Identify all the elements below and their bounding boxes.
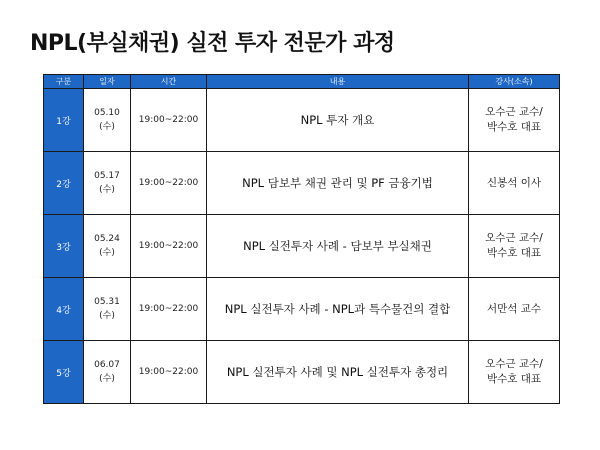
session-instructor bbox=[469, 152, 560, 215]
session-topic: NPL 실전투자 사례 - 담보부 부실채권 bbox=[207, 215, 469, 278]
session-topic: NPL 실전투자 사례 - NPL과 특수물건의 결합 bbox=[207, 278, 469, 341]
session-date: 05.10 bbox=[94, 108, 120, 118]
session-date: 06.07 bbox=[94, 360, 120, 370]
column-header-time: 시간 bbox=[131, 75, 207, 89]
session-number: 2강 bbox=[44, 152, 84, 215]
course-schedule-table bbox=[43, 74, 560, 404]
session-weekday: (수) bbox=[99, 374, 115, 384]
column-header-instructor: 강사(소속) bbox=[469, 75, 560, 89]
page-title: NPL(부실채권) 실전 투자 전문가 과정 bbox=[30, 31, 395, 56]
session-date-cell bbox=[84, 341, 131, 404]
session-instructor bbox=[469, 341, 560, 404]
table-row bbox=[44, 215, 560, 278]
instructor-line: 서만석 교수 bbox=[486, 302, 542, 315]
session-date-cell bbox=[84, 278, 131, 341]
session-date: 05.24 bbox=[94, 234, 120, 244]
instructor-line: 오수근 교수/ bbox=[485, 232, 543, 244]
table-row bbox=[44, 341, 560, 404]
session-date: 05.31 bbox=[94, 297, 120, 307]
session-time: 19:00~22:00 bbox=[131, 278, 207, 341]
session-number: 3강 bbox=[44, 215, 84, 278]
session-weekday: (수) bbox=[99, 311, 115, 321]
session-weekday: (수) bbox=[99, 185, 115, 195]
session-date-cell bbox=[84, 89, 131, 152]
session-instructor bbox=[469, 278, 560, 341]
column-header-content: 내용 bbox=[207, 75, 469, 89]
instructor-line: 박수호 대표 bbox=[486, 121, 542, 133]
session-date: 05.17 bbox=[94, 171, 120, 181]
session-instructor bbox=[469, 89, 560, 152]
table-row bbox=[44, 278, 560, 341]
session-weekday: (수) bbox=[99, 248, 115, 258]
instructor-line: 박수호 대표 bbox=[486, 247, 542, 259]
session-date-cell bbox=[84, 215, 131, 278]
session-weekday: (수) bbox=[99, 122, 115, 132]
instructor-line: 오수근 교수/ bbox=[485, 106, 543, 118]
session-number: 1강 bbox=[44, 89, 84, 152]
column-header-session: 구분 bbox=[44, 75, 84, 89]
session-instructor bbox=[469, 215, 560, 278]
session-number: 5강 bbox=[44, 341, 84, 404]
session-topic: NPL 담보부 채권 관리 및 PF 금융기법 bbox=[207, 152, 469, 215]
session-time: 19:00~22:00 bbox=[131, 215, 207, 278]
session-time: 19:00~22:00 bbox=[131, 152, 207, 215]
instructor-line: 오수근 교수/ bbox=[485, 358, 543, 370]
session-topic: NPL 투자 개요 bbox=[207, 89, 469, 152]
session-topic: NPL 실전투자 사례 및 NPL 실전투자 총정리 bbox=[207, 341, 469, 404]
session-time: 19:00~22:00 bbox=[131, 89, 207, 152]
session-time: 19:00~22:00 bbox=[131, 341, 207, 404]
instructor-line: 신봉석 이사 bbox=[486, 176, 542, 189]
instructor-line: 박수호 대표 bbox=[486, 373, 542, 385]
table-row bbox=[44, 89, 560, 152]
column-header-date: 일자 bbox=[84, 75, 131, 89]
session-date-cell bbox=[84, 152, 131, 215]
session-number: 4강 bbox=[44, 278, 84, 341]
table-row bbox=[44, 152, 560, 215]
table-header-row bbox=[44, 75, 560, 89]
